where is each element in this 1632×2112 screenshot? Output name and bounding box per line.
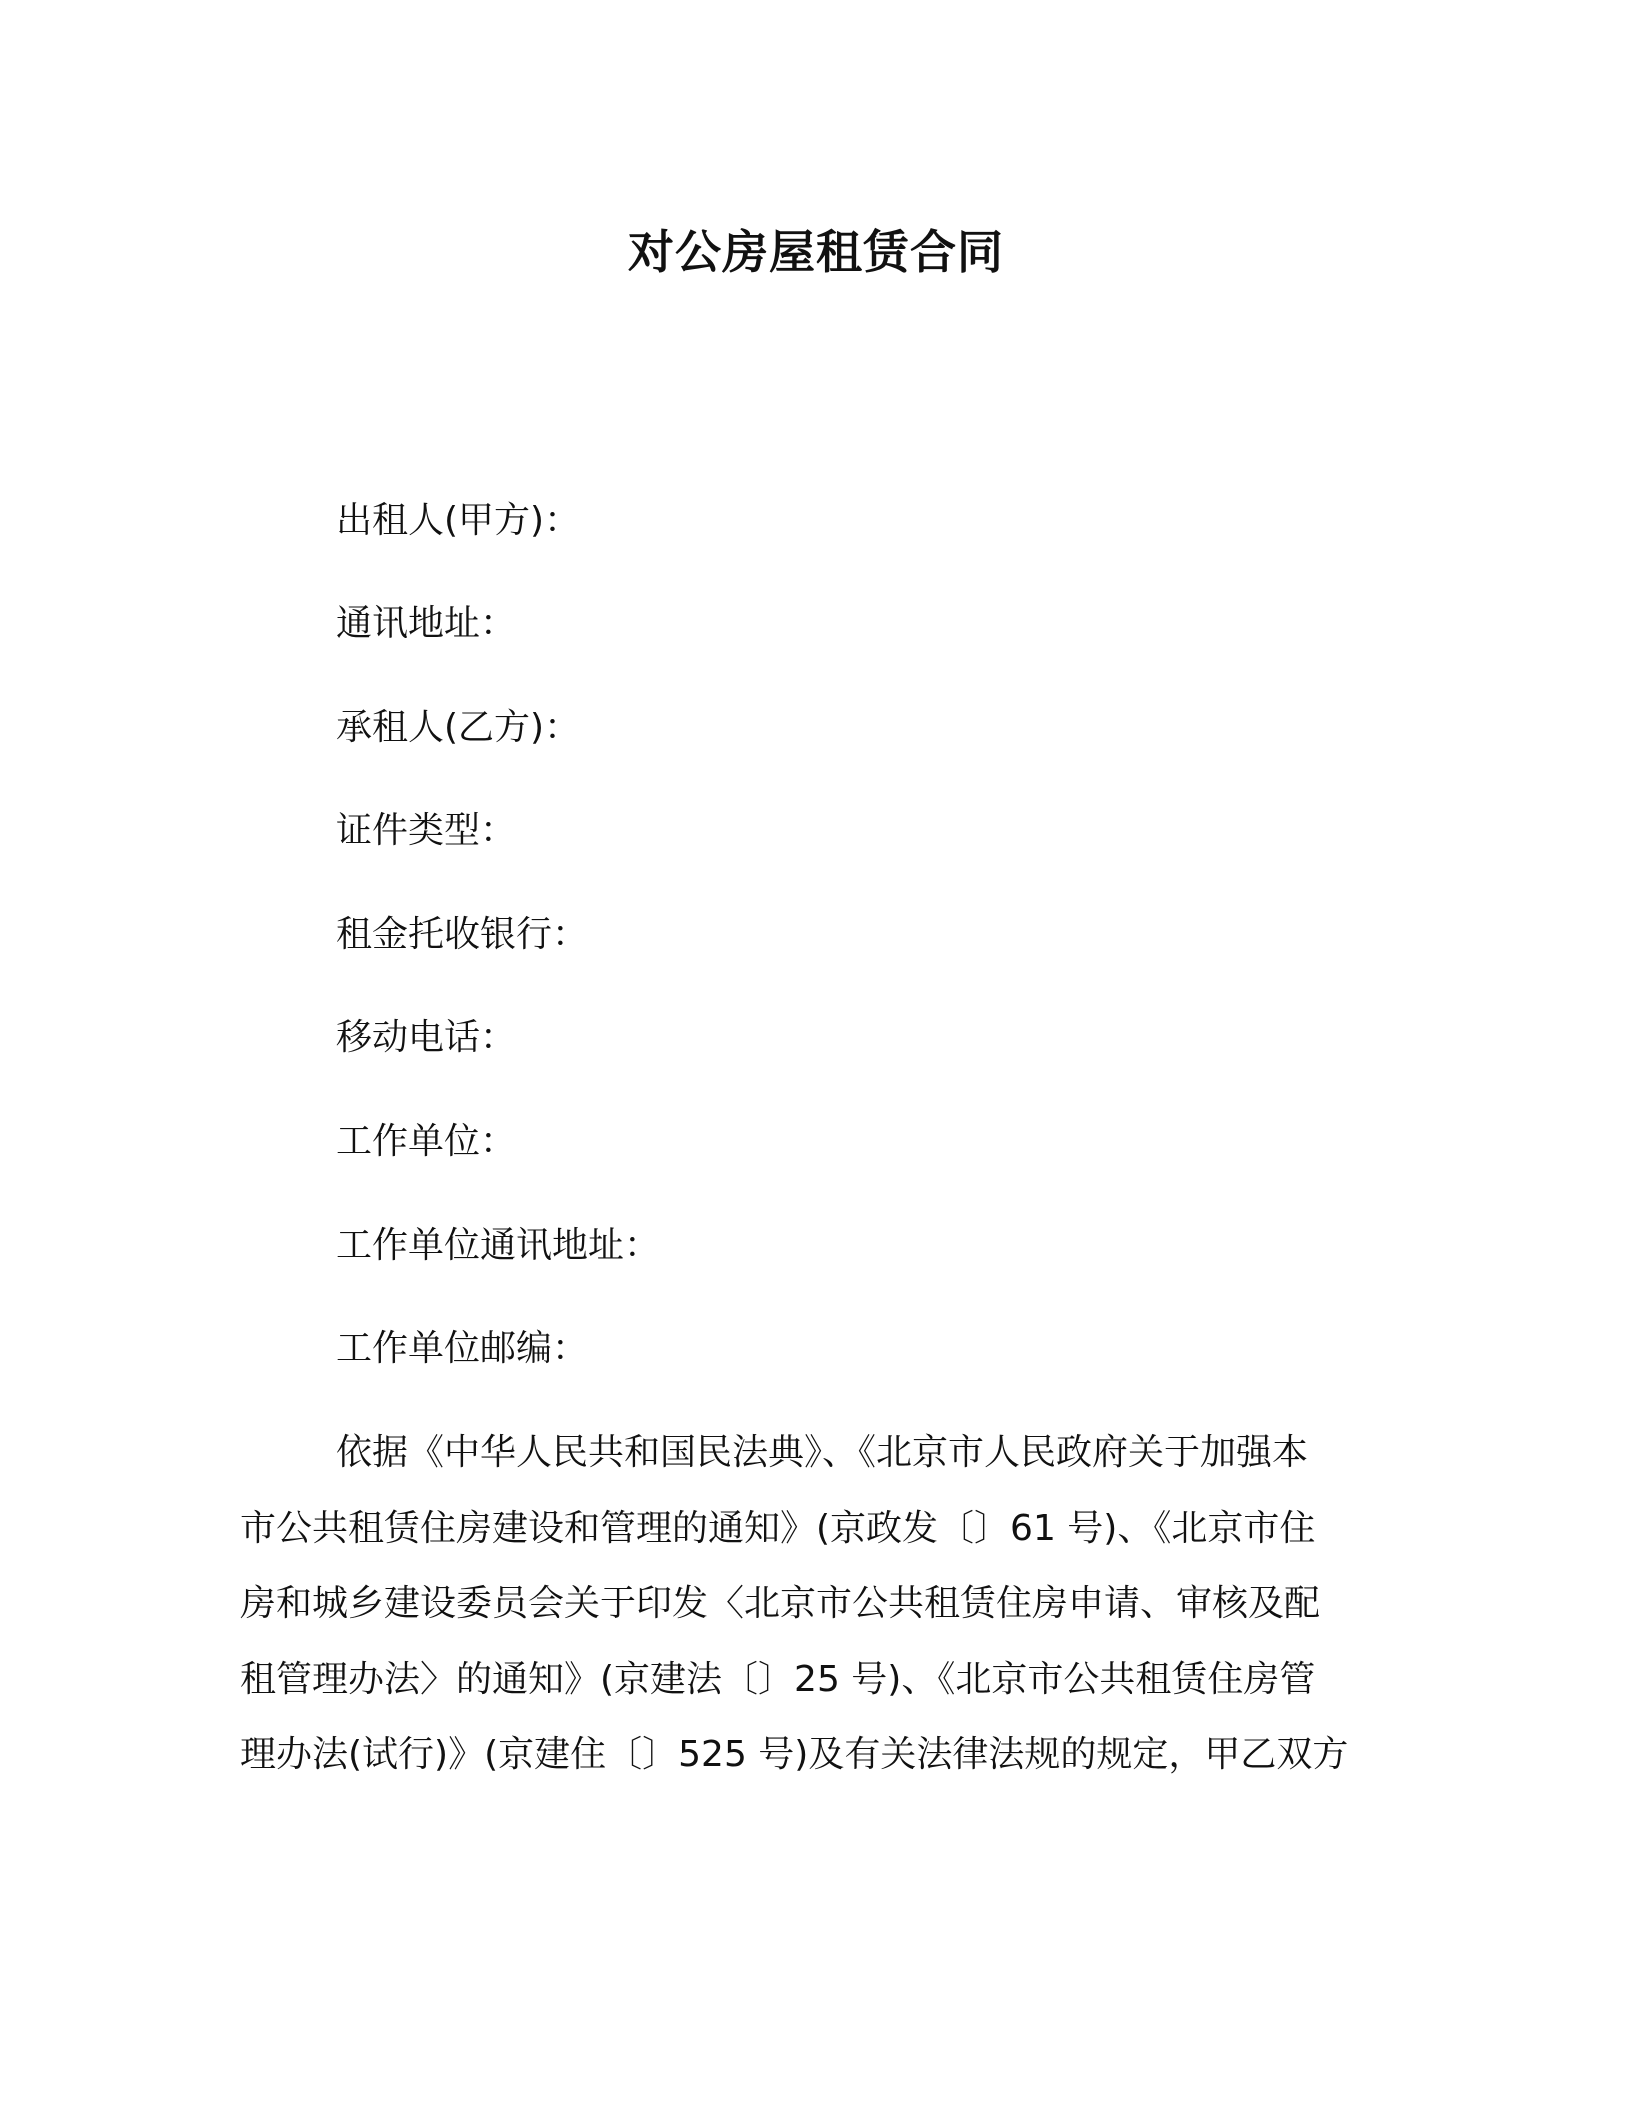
document-title: 对公房屋租赁合同 (628, 225, 1004, 279)
body-line: 依据《中华人民共和国民法典》、《北京市人民政府关于加强本 (336, 1432, 1309, 1473)
field-employer-address: 工作单位通讯地址： (336, 1225, 661, 1266)
field-id-type: 证件类型： (336, 810, 517, 851)
field-mobile: 移动电话： (336, 1017, 517, 1058)
field-lessee: 承租人(乙方)： (336, 707, 581, 748)
field-employer-postcode: 工作单位邮编： (336, 1328, 589, 1369)
body-line: 理办法(试行)》(京建住〔〕525 号)及有关法律法规的规定，甲乙双方 (240, 1734, 1349, 1775)
field-lessor: 出租人(甲方)： (336, 500, 581, 541)
body-line: 市公共租赁住房建设和管理的通知》(京政发〔〕61 号)、《北京市住 (240, 1508, 1316, 1549)
field-employer: 工作单位： (336, 1121, 517, 1162)
body-line: 房和城乡建设委员会关于印发〈北京市公共租赁住房申请、审核及配 (240, 1583, 1321, 1624)
field-address: 通讯地址： (336, 603, 517, 644)
field-rent-bank: 租金托收银行： (336, 914, 589, 955)
body-line: 租管理办法〉的通知》(京建法〔〕25 号)、《北京市公共租赁住房管 (240, 1659, 1316, 1700)
